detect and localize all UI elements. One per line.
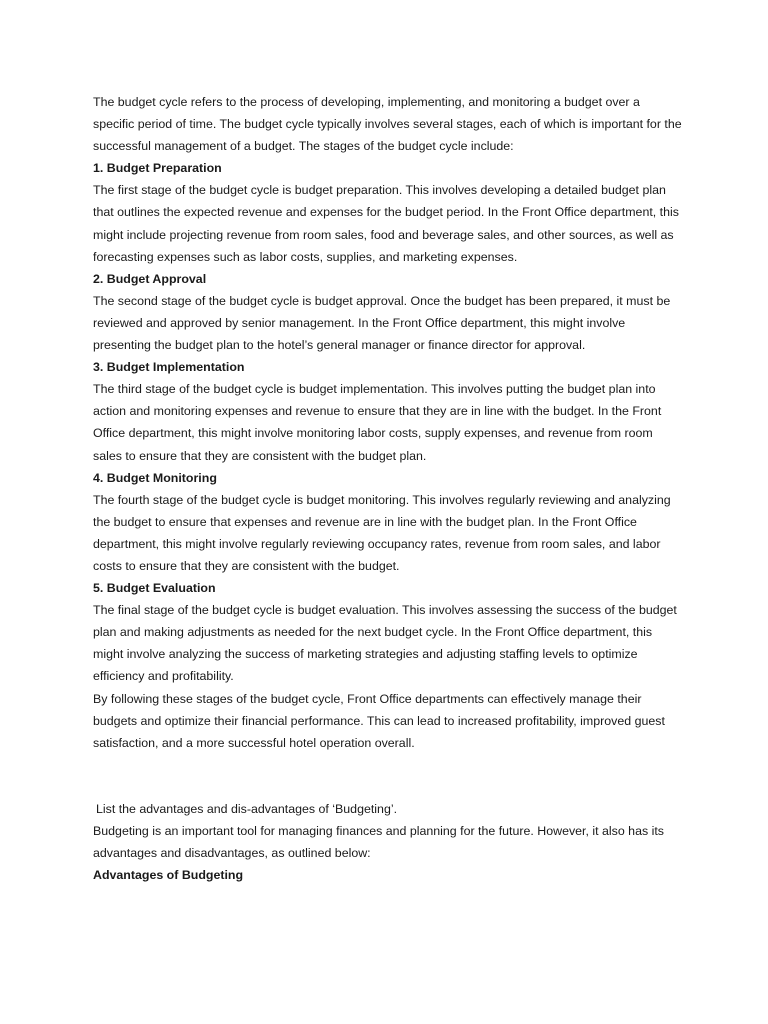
stage-2-body: The second stage of the budget cycle is budget approval. Once the budget has been prepared, it must be reviewed and approved by senior management. In the Front Office department, this might involve presenting the budget plan to the hotel’s general manager or finance director for approval. [93, 293, 671, 353]
conclusion-paragraph: By following these stages of the budget cycle, Front Office departments can effectively manage their budgets and optimize their financial performance. This can lead to increased profitability, improved guest satisfaction, and a more successful hotel operation overall. [93, 691, 665, 750]
stage-5-body: The final stage of the budget cycle is budget evaluation. This involves assessing the success of the budget plan and making adjustments as needed for the next budget cycle. In the Front Office department, this might involve analyzing the success of marketing strategies and adjusting staffing levels to optimize efficiency and profitability. [93, 603, 677, 684]
section-spacer [93, 754, 683, 798]
question-line: List the advantages and dis-advantages of ‘Budgeting’. [96, 801, 398, 816]
stage-1-heading: 1. Budget Preparation [93, 161, 222, 176]
document-page [93, 91, 683, 886]
advantages-heading: Advantages of Budgeting [93, 868, 244, 883]
answer-intro-paragraph: Budgeting is an important tool for managing finances and planning for the future. However, it also has its advantages and disadvantages, as outlined below: [93, 823, 664, 860]
intro-paragraph: The budget cycle refers to the process of developing, implementing, and monitoring a budget over a specific period of time. The budget cycle typically involves several stages, each of which is important for the successful management of a budget. The stages of the budget cycle include: [93, 95, 682, 154]
stage-4-body: The fourth stage of the budget cycle is budget monitoring. This involves regularly reviewing and analyzing the budget to ensure that expenses and revenue are in line with the budget plan. In the Front Office department, this might involve regularly reviewing occupancy rates, revenue from room sales, and labor costs to ensure that they are consistent with the budget. [93, 492, 671, 573]
stage-1-body: The first stage of the budget cycle is budget preparation. This involves developing a detailed budget plan that outlines the expected revenue and expenses for the budget period. In the Front Office department, this might include projecting revenue from room sales, food and beverage sales, and other sources, as well as forecasting expenses such as labor costs, supplies, and marketing expenses. [93, 183, 679, 264]
stage-4-heading: 4. Budget Monitoring [93, 470, 217, 485]
stage-2-heading: 2. Budget Approval [93, 271, 207, 286]
stage-5-heading: 5. Budget Evaluation [93, 581, 216, 596]
stage-3-heading: 3. Budget Implementation [93, 360, 245, 375]
stage-3-body: The third stage of the budget cycle is budget implementation. This involves putting the budget plan into action and monitoring expenses and revenue to ensure that they are in line with the budget. In the Front Office department, this might involve monitoring labor costs, supply expenses, and revenue from room sales to ensure that they are consistent with the budget plan. [93, 382, 662, 463]
